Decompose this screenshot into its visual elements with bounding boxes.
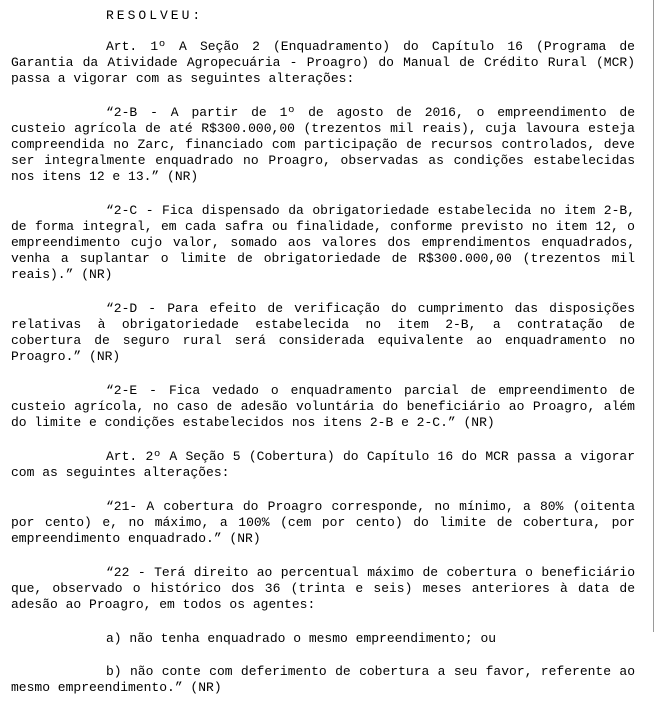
item-21-paragraph: “21- A cobertura do Proagro corresponde, no mínimo, a 80% (oitenta por cento) e, no máximo, a 100% (cem por cento) do limite de cobertura, por empreendimento enquadrado.” (NR)	[11, 499, 635, 546]
item-22-subitem-a: a) não tenha enquadrado o mesmo empreendimento; ou	[106, 631, 497, 646]
item-22-paragraph: “22 - Terá direito ao percentual máximo de cobertura o beneficiário que, observado o histórico dos 36 (trinta e seis) meses anteriores à data de adesão ao Proagro, em todos os agentes:	[11, 565, 635, 612]
item-2e-paragraph: “2-E - Fica vedado o enquadramento parcial de empreendimento de custeio agrícola, no caso de adesão voluntária do beneficiário ao Proagro, além do limite e condições estabelecidos nos itens 2-B e 2-C.” (NR)	[11, 383, 635, 430]
item-22-subitem-b: b) não conte com deferimento de cobertura a seu favor, referente ao mesmo empreendimento.” (NR)	[11, 664, 635, 695]
document-body	[11, 8, 635, 714]
article-2-paragraph: Art. 2º A Seção 5 (Cobertura) do Capítulo 16 do MCR passa a vigorar com as seguintes alterações:	[11, 449, 635, 480]
item-2d-paragraph: “2-D - Para efeito de verificação do cumprimento das disposições relativas à obrigatoriedade estabelecida no item 2-B, a contratação de cobertura de seguro rural será considerada equivalente ao enquadramento no Proagro.” (NR)	[11, 301, 635, 364]
resolution-heading: RESOLVEU:	[106, 8, 204, 23]
item-2c-paragraph: “2-C - Fica dispensado da obrigatoriedade estabelecida no item 2-B, de forma integral, em cada safra ou finalidade, conforme previsto no item 12, o empreendimento cujo valor, somado aos valores dos emprendimentos enquadrados, venha a suplantar o limite de obrigatoriedade de R$300.000,00 (trezentos mil reais).” (NR)	[11, 203, 635, 282]
item-2b-paragraph: “2-B - A partir de 1º de agosto de 2016, o empreendimento de custeio agrícola de até R$300.000,00 (trezentos mil reais), cuja lavoura esteja compreendida no Zarc, financiado com participação de recursos controlados, deve ser integralmente enquadrado no Proagro, observadas as condições estabelecidas nos itens 12 e 13.” (NR)	[11, 105, 635, 184]
article-1-paragraph: Art. 1º A Seção 2 (Enquadramento) do Capítulo 16 (Programa de Garantia da Atividade Agropecuária - Proagro) do Manual de Crédito Rural (MCR) passa a vigorar com as seguintes alterações:	[11, 39, 635, 86]
